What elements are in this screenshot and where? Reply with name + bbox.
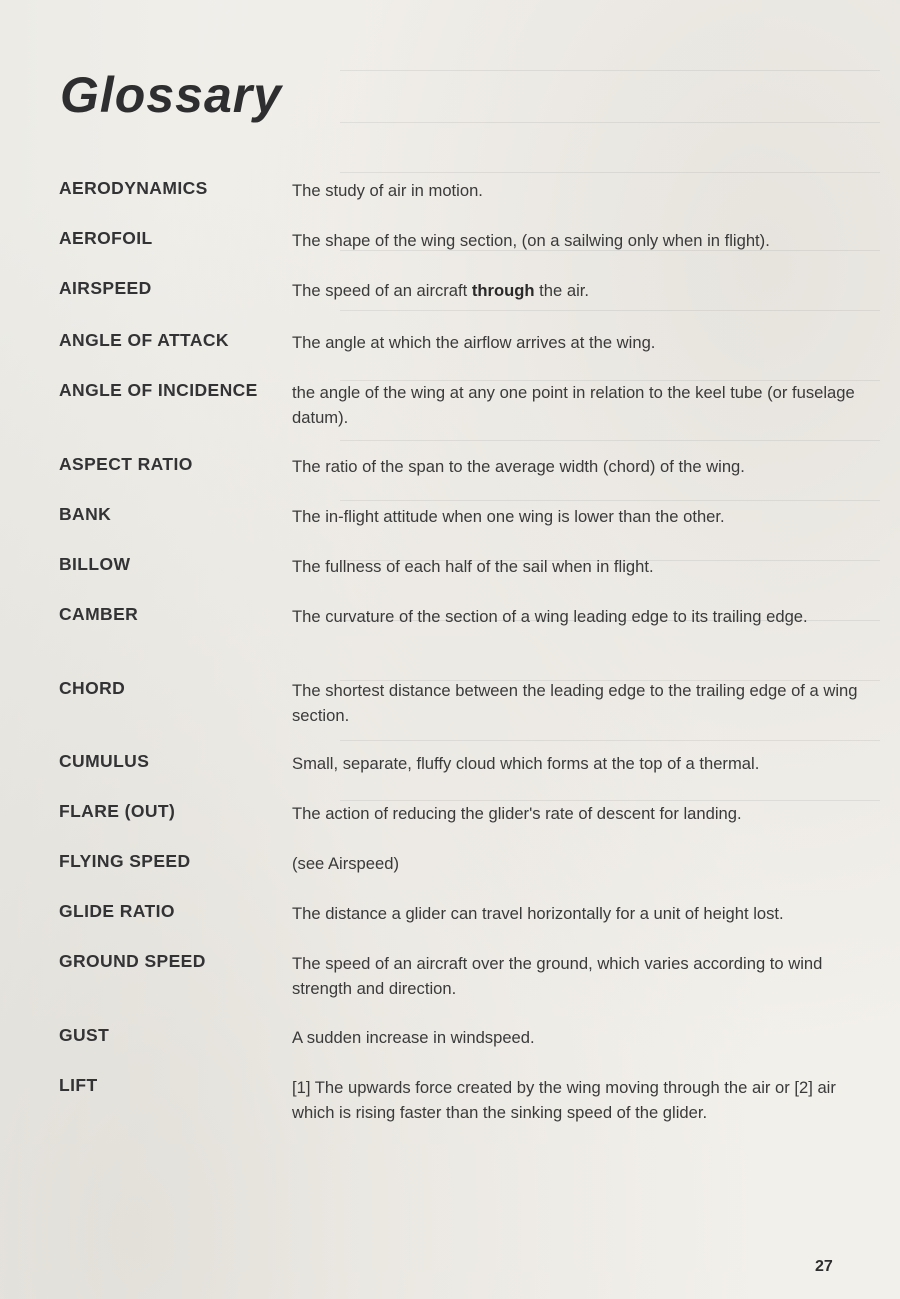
glossary-definition xyxy=(292,276,859,303)
glossary-definition: The curvature of the section of a wing leading edge to its trailing edge. xyxy=(292,607,808,626)
glossary-entry xyxy=(59,452,859,502)
glossary-entry xyxy=(59,799,859,849)
glossary-term: FLYING SPEED xyxy=(59,851,191,871)
glossary-term: FLARE (OUT) xyxy=(59,801,176,821)
glossary-entry xyxy=(59,849,859,899)
glossary-definition: The speed of an aircraft over the ground, which varies according to wind strength and direction. xyxy=(292,954,823,998)
glossary-entry xyxy=(59,676,859,749)
glossary-definition: The action of reducing the glider's rate of descent for landing. xyxy=(292,804,742,823)
glossary-term: ANGLE OF ATTACK xyxy=(59,330,229,350)
glossary-entry xyxy=(59,749,859,799)
glossary-entry xyxy=(59,1073,859,1133)
glossary-definition: the angle of the wing at any one point in relation to the keel tube (or fuselage datum). xyxy=(292,383,855,427)
glossary-term: GUST xyxy=(59,1025,110,1045)
glossary-entry xyxy=(59,602,859,676)
glossary-entry xyxy=(59,1023,859,1073)
glossary-entry xyxy=(59,276,859,328)
glossary-definition: The shape of the wing section, (on a sailwing only when in flight). xyxy=(292,231,770,250)
glossary-definition: (see Airspeed) xyxy=(292,854,399,873)
glossary-term: CUMULUS xyxy=(59,751,150,771)
glossary-term: ANGLE OF INCIDENCE xyxy=(59,380,258,400)
glossary-term: GROUND SPEED xyxy=(59,951,206,971)
glossary-definition: The angle at which the airflow arrives at the wing. xyxy=(292,333,656,352)
glossary-term: AIRSPEED xyxy=(59,278,152,298)
glossary-definition: A sudden increase in windspeed. xyxy=(292,1028,535,1047)
glossary-definition: The study of air in motion. xyxy=(292,181,483,200)
glossary-entry xyxy=(59,552,859,602)
glossary-definition: The in-flight attitude when one wing is lower than the other. xyxy=(292,507,725,526)
glossary-list xyxy=(59,176,859,1133)
definition-text: The speed of an aircraft xyxy=(292,281,472,300)
glossary-entry xyxy=(59,949,859,1023)
glossary-term: BANK xyxy=(59,504,112,524)
page-number: 27 xyxy=(815,1258,833,1275)
glossary-term: CHORD xyxy=(59,678,126,698)
glossary-entry xyxy=(59,226,859,276)
glossary-term: CAMBER xyxy=(59,604,139,624)
definition-emphasis: through xyxy=(471,281,535,300)
glossary-entry xyxy=(59,502,859,552)
glossary-entry xyxy=(59,328,859,378)
glossary-term: BILLOW xyxy=(59,554,131,574)
page-title: Glossary xyxy=(60,67,283,123)
glossary-term: AEROFOIL xyxy=(59,228,153,248)
glossary-entry xyxy=(59,378,859,452)
glossary-definition: The distance a glider can travel horizontally for a unit of height lost. xyxy=(292,904,784,923)
glossary-definition: [1] The upwards force created by the wing moving through the air or [2] air which is rising faster than the sinking speed of the glider. xyxy=(292,1078,836,1122)
glossary-term: ASPECT RATIO xyxy=(59,454,193,474)
glossary-definition: The ratio of the span to the average width (chord) of the wing. xyxy=(292,457,745,476)
glossary-term: GLIDE RATIO xyxy=(59,901,175,921)
glossary-term: LIFT xyxy=(59,1075,98,1095)
definition-text: the air. xyxy=(534,281,589,300)
glossary-definition: The shortest distance between the leading edge to the trailing edge of a wing section. xyxy=(292,681,858,725)
glossary-definition: Small, separate, fluffy cloud which forms at the top of a thermal. xyxy=(292,754,760,773)
glossary-term: AERODYNAMICS xyxy=(59,178,208,198)
glossary-entry xyxy=(59,899,859,949)
glossary-entry xyxy=(59,176,859,226)
glossary-definition: The fullness of each half of the sail when in flight. xyxy=(292,557,654,576)
